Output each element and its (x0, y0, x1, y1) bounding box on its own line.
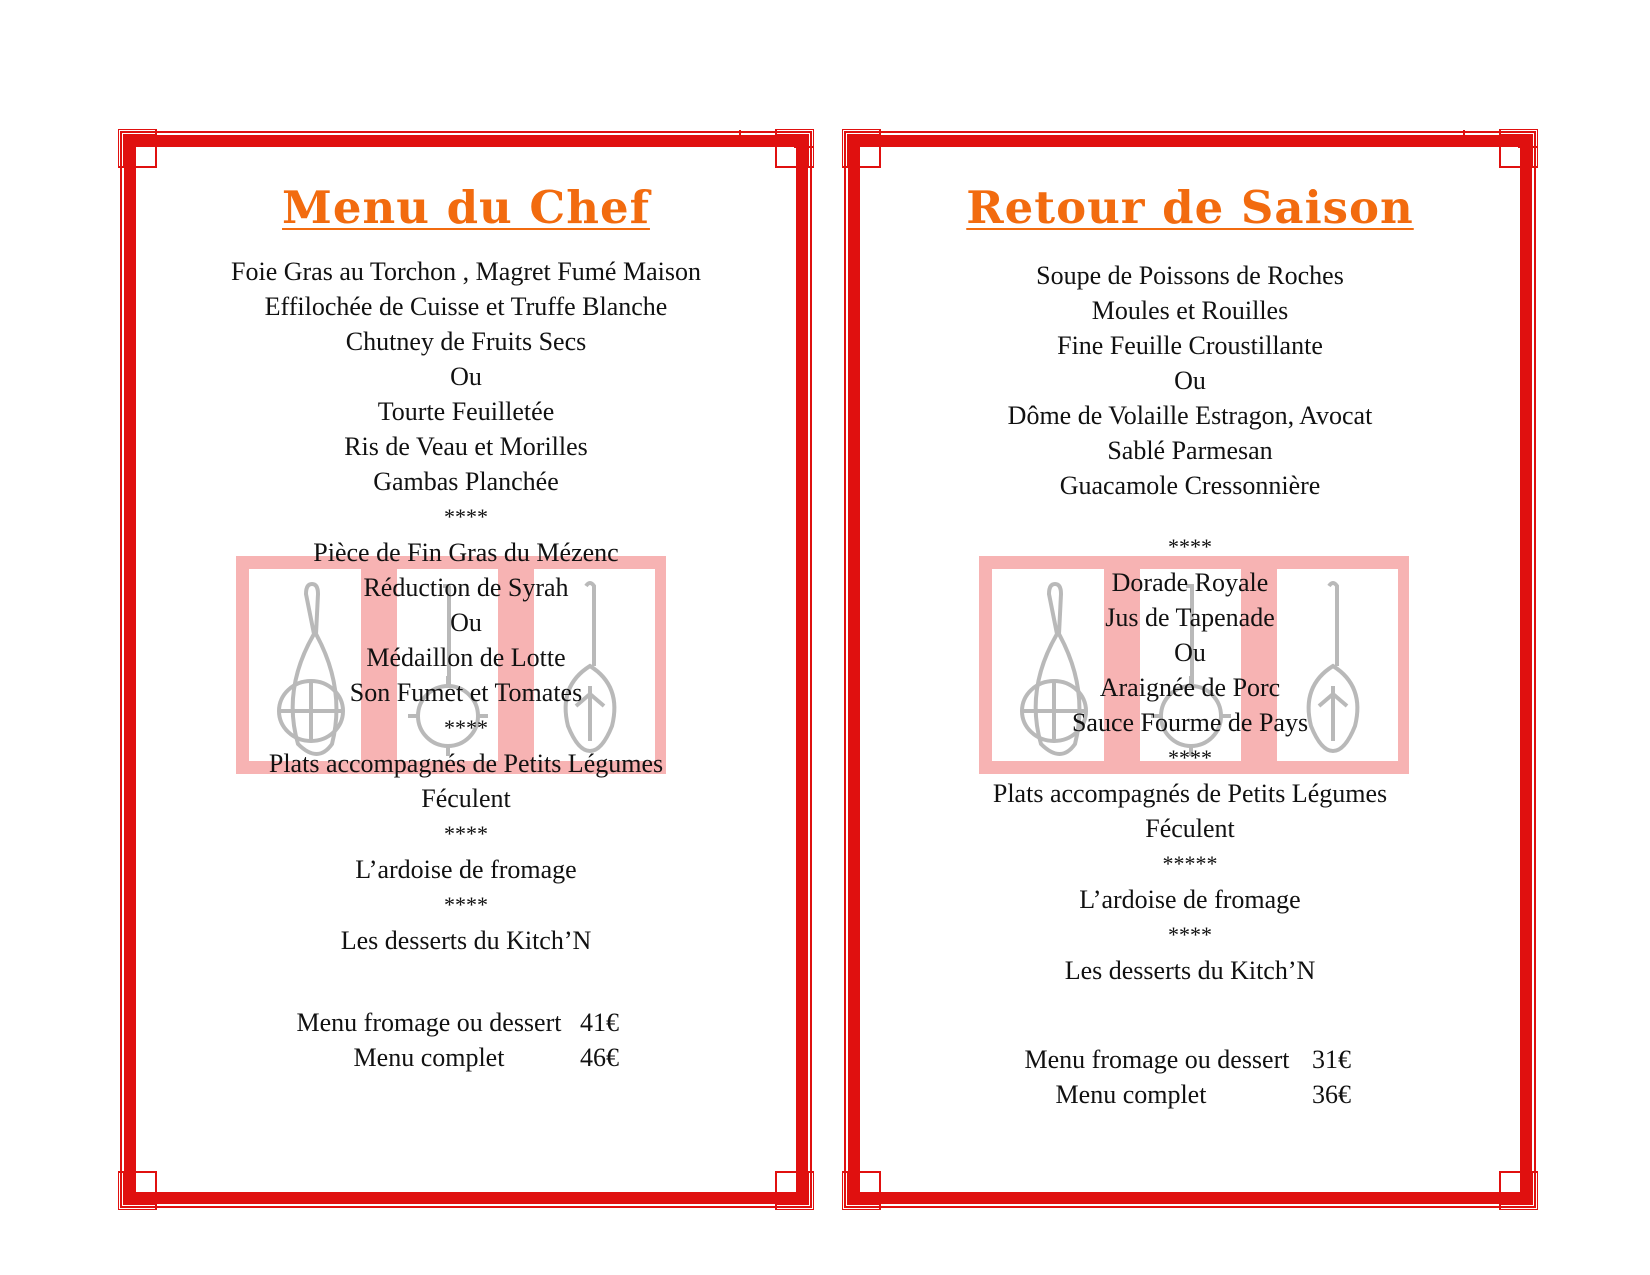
dish-line: Son Fumet et Tomates (349, 678, 583, 707)
price-row (278, 1005, 640, 1040)
price-label: Menu fromage ou dessert (1024, 1045, 1290, 1074)
menu-card-saison (842, 129, 1538, 1210)
price-amount: 41€ (580, 1008, 619, 1037)
price-row (278, 1040, 640, 1075)
dish-line: Araignée de Porc (1099, 673, 1281, 702)
separator-or: Ou (450, 608, 482, 637)
dish-line: Guacamole Cressonnière (1059, 471, 1321, 500)
cheese-line: L’ardoise de fromage (355, 855, 577, 884)
dish-line: Tourte Feuilletée (377, 397, 555, 426)
dish-line: Gambas Planchée (373, 467, 559, 496)
dish-line: Effilochée de Cuisse et Truffe Blanche (264, 292, 668, 321)
dish-line: Féculent (1145, 814, 1235, 843)
dessert-line: Les desserts du Kitch’N (340, 926, 592, 955)
dish-line: Moules et Rouilles (1091, 296, 1289, 325)
dish-line: Soupe de Poissons de Roches (1036, 261, 1344, 290)
menu-card-chef (118, 129, 814, 1210)
course-list (842, 258, 1538, 988)
price-label: Menu fromage ou dessert (296, 1008, 562, 1037)
price-list (1002, 1042, 1372, 1112)
dish-line: Jus de Tapenade (1105, 603, 1275, 632)
course-list (118, 254, 814, 958)
price-label: Menu complet (353, 1043, 505, 1072)
dish-line: Sauce Fourme de Pays (1071, 708, 1309, 737)
dish-line: Féculent (421, 784, 511, 813)
course-separator: **** (444, 821, 488, 846)
menu-title: Retour de Saison (966, 181, 1414, 234)
price-amount: 36€ (1312, 1080, 1351, 1109)
spacer (842, 503, 1538, 529)
price-amount: 31€ (1312, 1045, 1351, 1074)
course-separator: **** (1168, 922, 1212, 947)
cheese-line: L’ardoise de fromage (1079, 885, 1301, 914)
course-separator: **** (1168, 745, 1212, 770)
price-row (1002, 1077, 1372, 1112)
dish-line: Réduction de Syrah (363, 573, 569, 602)
course-separator: **** (444, 504, 488, 529)
dish-line: Sablé Parmesan (1107, 436, 1273, 465)
dish-line: Pièce de Fin Gras du Mézenc (313, 538, 619, 567)
course-separator: **** (444, 892, 488, 917)
dish-line: Médaillon de Lotte (366, 643, 566, 672)
price-amount: 46€ (580, 1043, 619, 1072)
dish-line: Dorade Royale (1111, 568, 1269, 597)
separator-or: Ou (1174, 366, 1206, 395)
separator-or: Ou (450, 362, 482, 391)
dessert-line: Les desserts du Kitch’N (1064, 956, 1316, 985)
dish-line: Chutney de Fruits Secs (345, 327, 587, 356)
dish-line: Ris de Veau et Morilles (344, 432, 588, 461)
course-separator: **** (1168, 534, 1212, 559)
dish-line: Dôme de Volaille Estragon, Avocat (1007, 401, 1373, 430)
course-separator: **** (444, 715, 488, 740)
course-separator: ***** (1162, 851, 1218, 876)
dish-line: Foie Gras au Torchon , Magret Fumé Maison (231, 257, 701, 286)
price-list (278, 1005, 640, 1075)
dish-line: Plats accompagnés de Petits Légumes (268, 749, 664, 778)
dish-line: Fine Feuille Croustillante (1057, 331, 1323, 360)
menu-title: Menu du Chef (282, 181, 650, 234)
dish-line: Plats accompagnés de Petits Légumes (992, 779, 1388, 808)
price-label: Menu complet (1055, 1080, 1207, 1109)
separator-or: Ou (1174, 638, 1206, 667)
price-row (1002, 1042, 1372, 1077)
